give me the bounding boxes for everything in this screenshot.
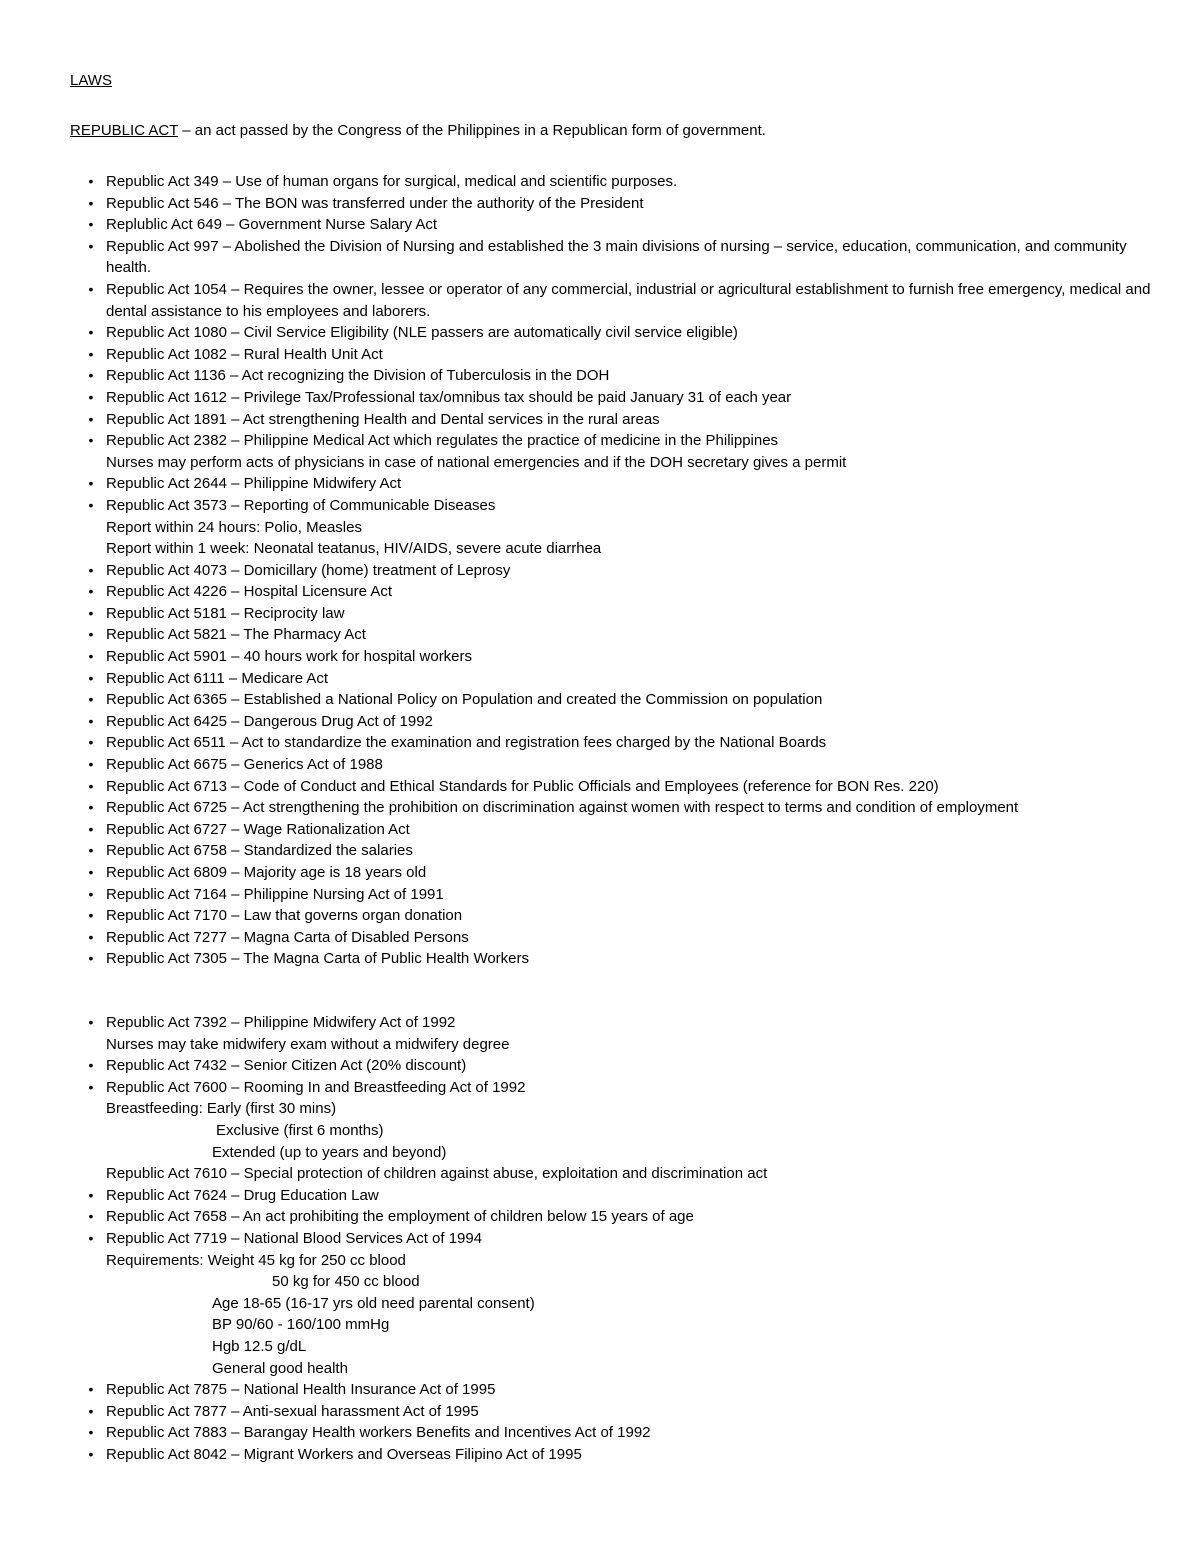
bullet-icon: • [88, 410, 94, 427]
bullet-icon: • [88, 864, 94, 880]
list-item: • Republic Act 7658 – An act prohibiting the employment of children below 15 years of age [0, 1206, 1200, 1228]
list-item-text: Republic Act 2382 – Philippine Medical Act which regulates the practice of medicine in the Philippines [106, 432, 779, 450]
list-item [0, 884, 1200, 906]
bullet-icon: • [88, 669, 94, 686]
bullet-icon: • [88, 324, 94, 341]
list-item-text: Republic Act 1054 – Requires the owner, lessee or operator of any commercial, industrial or agricultural establishment to furnish free emergency, medical and dental assistance to his employees and laborers. [106, 280, 1151, 320]
list-item-note [0, 538, 1200, 560]
list-item [0, 754, 1200, 776]
bullet-icon: • [88, 1424, 94, 1441]
list-item-note: Extended (up to years and beyond) [212, 1143, 447, 1161]
bullet-icon: • [88, 432, 94, 449]
list-item [0, 322, 1200, 344]
list-item: • Republic Act 7883 – Barangay Health workers Benefits and Incentives Act of 1992 [0, 1422, 1200, 1444]
bullet-icon: • [88, 367, 94, 384]
list-item-note-text: Nurses may perform acts of physicians in case of national emergencies and if the DOH secretary gives a permit [106, 453, 847, 471]
intro-definition: – an act passed by the Congress of the Philippines in a Republican form of government. [178, 122, 766, 139]
bullet-icon: • [88, 237, 94, 254]
list-item-note: Breastfeeding: Early (first 30 mins) [106, 1100, 337, 1118]
list-item-note: General good health [212, 1359, 348, 1377]
list-item [0, 646, 1200, 668]
list-item [0, 689, 1200, 711]
list-item-text: Republic Act 7164 – Philippine Nursing Act of 1991 [106, 885, 444, 903]
list-item [0, 430, 1200, 452]
list-item-text: Republic Act 1082 – Rural Health Unit Act [106, 345, 383, 363]
list-item-text: Republic Act 6511 – Act to standardize the examination and registration fees charged by the National Boards [106, 734, 827, 752]
bullet-icon: • [88, 1208, 94, 1225]
list-item-text: Republic Act 6727 – Wage Rationalization Act [106, 820, 410, 838]
list-item [0, 927, 1200, 949]
list-item [0, 905, 1200, 927]
list-item-text: Republic Act 3573 – Reporting of Communicable Diseases [106, 496, 496, 514]
list-item-text: Republic Act 349 – Use of human organs for surgical, medical and scientific purposes. [106, 173, 678, 190]
republic-acts-list-1 [0, 171, 1200, 970]
list-item-text: Republic Act 997 – Abolished the Division of Nursing and established the 3 main divisions of nursing – service, education, communication, and community health. [106, 237, 1127, 277]
list-item-text: Republic Act 1891 – Act strengthening Health and Dental services in the rural areas [106, 410, 660, 428]
list-item-text: Republic Act 4073 – Domicillary (home) treatment of Leprosy [106, 561, 511, 579]
list-item-text: Republic Act 6713 – Code of Conduct and Ethical Standards for Public Officials and Employees (reference for BON Res. 220) [106, 777, 939, 795]
list-item [0, 776, 1200, 798]
list-item [0, 668, 1200, 690]
list-item: • Republic Act 7432 – Senior Citizen Act (20% discount) [0, 1055, 1200, 1077]
list-item: • Republic Act 7875 – National Health Insurance Act of 1995 [0, 1379, 1200, 1401]
list-item-text: Republic Act 6809 – Majority age is 18 years old [106, 864, 427, 881]
list-item-text: Replublic Act 649 – Government Nurse Salary Act [106, 216, 437, 234]
list-item-note-text: Report within 24 hours: Polio, Measles [106, 518, 362, 536]
bullet-icon: • [88, 691, 94, 708]
list-item-note: Requirements: Weight 45 kg for 250 cc blood [106, 1251, 406, 1269]
list-item-text: Republic Act 5181 – Reciprocity law [106, 604, 345, 622]
list-item-note: 50 kg for 450 cc blood [272, 1273, 420, 1291]
list-item [0, 473, 1200, 495]
list-item [0, 495, 1200, 517]
bullet-icon: • [88, 928, 94, 945]
bullet-icon: • [88, 1381, 94, 1398]
bullet-icon: • [88, 950, 94, 967]
list-item-note [0, 517, 1200, 539]
list-item-note: Age 18-65 (16-17 yrs old need parental consent) [212, 1294, 535, 1312]
list-item-text: Republic Act 6425 – Dangerous Drug Act of 1992 [106, 712, 433, 730]
bullet-icon: • [88, 1402, 94, 1419]
bullet-icon: • [88, 885, 94, 902]
list-item [0, 409, 1200, 431]
list-item-text: Republic Act 4226 – Hospital Licensure Act [106, 583, 393, 601]
list-item-text: Republic Act 5821 – The Pharmacy Act [106, 626, 366, 644]
list-item [0, 193, 1200, 215]
bullet-icon: • [88, 216, 94, 233]
bullet-icon: • [88, 907, 94, 924]
bullet-icon: • [88, 712, 94, 729]
bullet-icon: • [88, 626, 94, 643]
list-item [0, 171, 1200, 193]
list-item-note [0, 452, 1200, 474]
list-item-note: Exclusive (first 6 months) [216, 1121, 384, 1139]
bullet-icon: • [88, 604, 94, 621]
list-item [0, 711, 1200, 733]
bullet-icon: • [88, 842, 94, 859]
list-item-text: Republic Act 7277 – Magna Carta of Disabled Persons [106, 928, 469, 946]
list-item [0, 732, 1200, 754]
bullet-icon: • [88, 734, 94, 751]
list-item: • Republic Act 7392 – Philippine Midwifery Act of 1992 [0, 1012, 1200, 1034]
list-item-note: Republic Act 7610 – Special protection of children against abuse, exploitation and discrimination act [106, 1165, 768, 1183]
bullet-icon: • [88, 583, 94, 600]
list-item [0, 387, 1200, 409]
list-item [0, 948, 1200, 970]
bullet-icon: • [88, 194, 94, 211]
list-item-text: Republic Act 2644 – Philippine Midwifery Act [106, 475, 402, 493]
list-item: • Republic Act 7624 – Drug Education Law [0, 1185, 1200, 1207]
list-item-note: Hgb 12.5 g/dL [212, 1337, 307, 1355]
intro-paragraph [70, 122, 766, 139]
list-item [0, 840, 1200, 862]
list-item [0, 624, 1200, 646]
bullet-icon: • [88, 173, 94, 189]
list-item-text: Republic Act 6758 – Standardized the salaries [106, 842, 413, 860]
bullet-icon: • [88, 1445, 94, 1462]
list-item-text: Republic Act 7305 – The Magna Carta of Public Health Workers [106, 950, 530, 968]
bullet-icon: • [88, 345, 94, 362]
bullet-icon: • [88, 777, 94, 794]
list-item [0, 797, 1200, 819]
page-title: LAWS [70, 72, 112, 89]
bullet-icon: • [88, 561, 94, 578]
list-item-text: Republic Act 6675 – Generics Act of 1988 [106, 756, 383, 774]
list-item: • Republic Act 7877 – Anti-sexual harassment Act of 1995 [0, 1401, 1200, 1423]
intro-term: REPUBLIC ACT [70, 122, 179, 139]
list-item-text: Republic Act 1080 – Civil Service Eligibility (NLE passers are automatically civil service eligible) [106, 324, 738, 342]
list-item-text: Republic Act 7170 – Law that governs organ donation [106, 907, 463, 925]
list-item [0, 214, 1200, 236]
bullet-icon: • [88, 1057, 94, 1074]
list-item [0, 862, 1200, 884]
bullet-icon: • [88, 820, 94, 837]
list-item: • Republic Act 7719 – National Blood Services Act of 1994 [0, 1228, 1200, 1250]
list-item: • Republic Act 8042 – Migrant Workers and Overseas Filipino Act of 1995 [0, 1444, 1200, 1466]
list-item [0, 344, 1200, 366]
bullet-icon: • [88, 756, 94, 773]
list-item [0, 819, 1200, 841]
list-item [0, 365, 1200, 387]
bullet-icon: • [88, 1186, 94, 1203]
republic-acts-list-2 [0, 1012, 1200, 1465]
bullet-icon: • [88, 799, 94, 816]
bullet-icon: • [88, 1078, 94, 1095]
list-item-text: Republic Act 6725 – Act strengthening the prohibition on discrimination against women with respect to terms and condition of employment [106, 799, 1019, 817]
bullet-icon: • [88, 1014, 94, 1030]
list-item [0, 560, 1200, 582]
list-item-text: Republic Act 546 – The BON was transferred under the authority of the President [106, 194, 644, 212]
bullet-icon: • [88, 475, 94, 492]
list-item-note: Nurses may take midwifery exam without a midwifery degree [106, 1035, 510, 1053]
bullet-icon: • [88, 496, 94, 513]
list-item-text: Republic Act 6111 – Medicare Act [106, 669, 329, 687]
list-item [0, 603, 1200, 625]
list-item-note-text: Report within 1 week: Neonatal teatanus, HIV/AIDS, severe acute diarrhea [106, 540, 602, 558]
bullet-icon: • [88, 648, 94, 665]
bullet-icon: • [88, 1229, 94, 1246]
bullet-icon: • [88, 280, 94, 297]
list-item: • Republic Act 7600 – Rooming In and Breastfeeding Act of 1992 [0, 1077, 1200, 1099]
list-item [0, 279, 1200, 322]
list-item [0, 581, 1200, 603]
list-item-text: Republic Act 1136 – Act recognizing the Division of Tuberculosis in the DOH [106, 367, 610, 385]
list-item-text: Republic Act 1612 – Privilege Tax/Professional tax/omnibus tax should be paid January 31 of each year [106, 388, 792, 406]
list-item-text: Republic Act 5901 – 40 hours work for hospital workers [106, 648, 473, 666]
list-item [0, 236, 1200, 279]
bullet-icon: • [88, 388, 94, 405]
list-item-text: Republic Act 6365 – Established a National Policy on Population and created the Commission on population [106, 691, 823, 709]
list-item-note: BP 90/60 - 160/100 mmHg [212, 1316, 390, 1334]
